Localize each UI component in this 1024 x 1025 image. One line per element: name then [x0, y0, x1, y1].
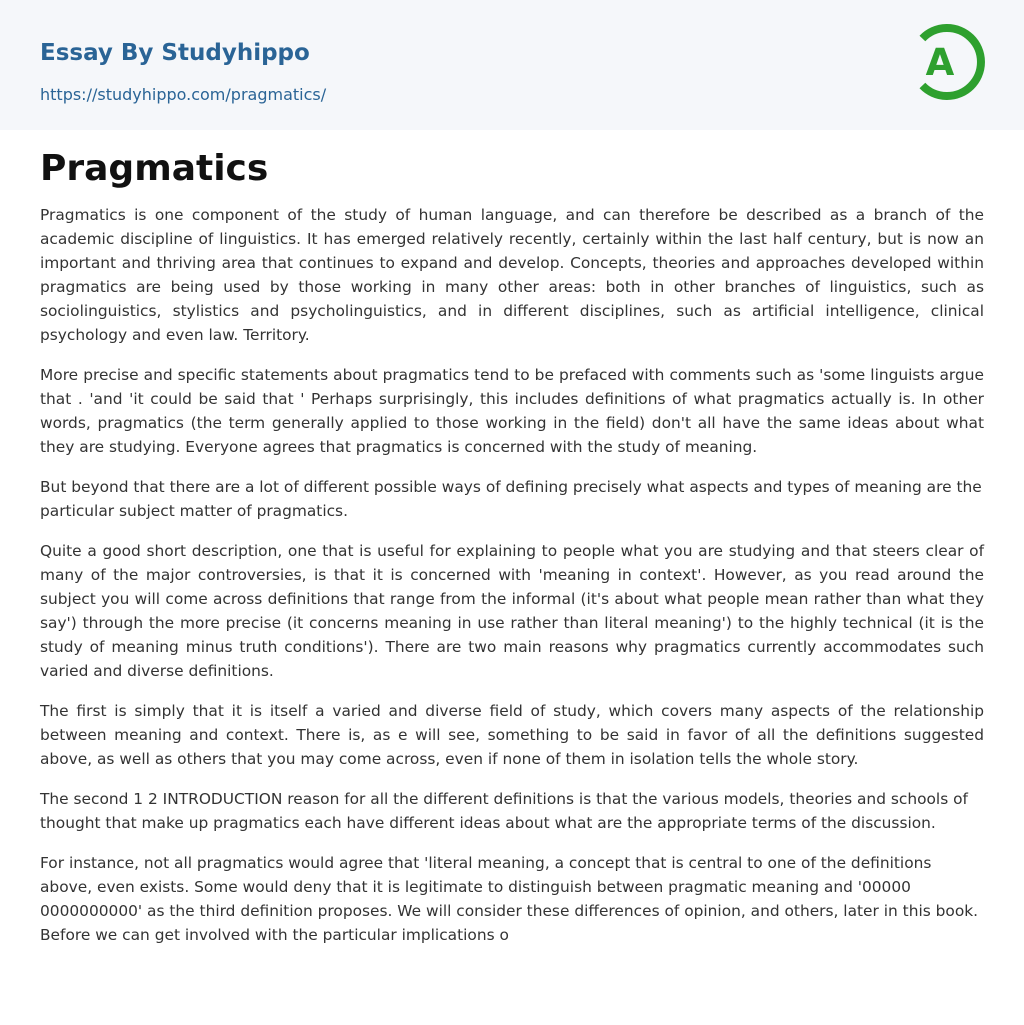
article-body	[40, 203, 984, 947]
studyhippo-logo-icon[interactable]	[912, 18, 988, 106]
paragraph: But beyond that there are a lot of different possible ways of defining precisely what aspects and types of meaning are the particular subject matter of pragmatics.	[40, 478, 982, 520]
article	[0, 130, 1024, 947]
page-title: Pragmatics	[40, 148, 269, 189]
logo-letter: A	[925, 41, 955, 84]
paragraph: For instance, not all pragmatics would agree that 'literal meaning, a concept that is central to one of the definitions above, even exists. Some would deny that it is legitimate to distinguish between pragmatic meaning and '00000 0000000000' as the third definition proposes. We will consider these differences of opinion, and others, later in this book. Before we can get involved with the particular implications o	[40, 854, 979, 944]
site-header	[0, 0, 1024, 130]
paragraph: Pragmatics is one component of the study of human language, and can therefore be described as a branch of the academic discipline of linguistics. It has emerged relatively recently, certainly within the last half century, but is now an important and thriving area that continues to expand and develop. Concepts, theories and approaches developed within pragmatics are being used by those working in many other areas: both in other branches of linguistics, such as sociolinguistics, stylistics and psycholinguistics, and in different disciplines, such as artificial intelligence, clinical psychology and even law. Territory.	[40, 206, 984, 344]
paragraph: The first is simply that it is itself a varied and diverse field of study, which covers many aspects of the relationship between meaning and context. There is, as e will see, something to be said in favor of all the definitions suggested above, as well as others that you may come across, even if none of them in isolation tells the whole story.	[40, 702, 984, 768]
paragraph: More precise and specific statements about pragmatics tend to be prefaced with comments such as 'some linguists argue that . 'and 'it could be said that ' Perhaps surprisingly, this includes definitions of what pragmatics actually is. In other words, pragmatics (the term generally applied to those working in the field) don't all have the same ideas about what they are studying. Everyone agrees that pragmatics is concerned with the study of meaning.	[40, 366, 984, 456]
paragraph: Quite a good short description, one that is useful for explaining to people what you are studying and that steers clear of many of the major controversies, is that it is concerned with 'meaning in context'. However, as you read around the subject you will come across definitions that range from the informal (it's about what people mean rather than what they say') through the more precise (it concerns meaning in use rather than literal meaning') to the highly technical (it is the study of meaning minus truth conditions'). There are two main reasons why pragmatics currently accommodates such varied and diverse definitions.	[40, 542, 984, 680]
paragraph: The second 1 2 INTRODUCTION reason for all the different definitions is that the various models, theories and schools of thought that make up pragmatics each have different ideas about what are the appropriate terms of the discussion.	[40, 790, 968, 832]
page-url-link[interactable]: https://studyhippo.com/pragmatics/	[40, 85, 327, 104]
site-brand[interactable]: Essay By Studyhippo	[40, 40, 310, 66]
